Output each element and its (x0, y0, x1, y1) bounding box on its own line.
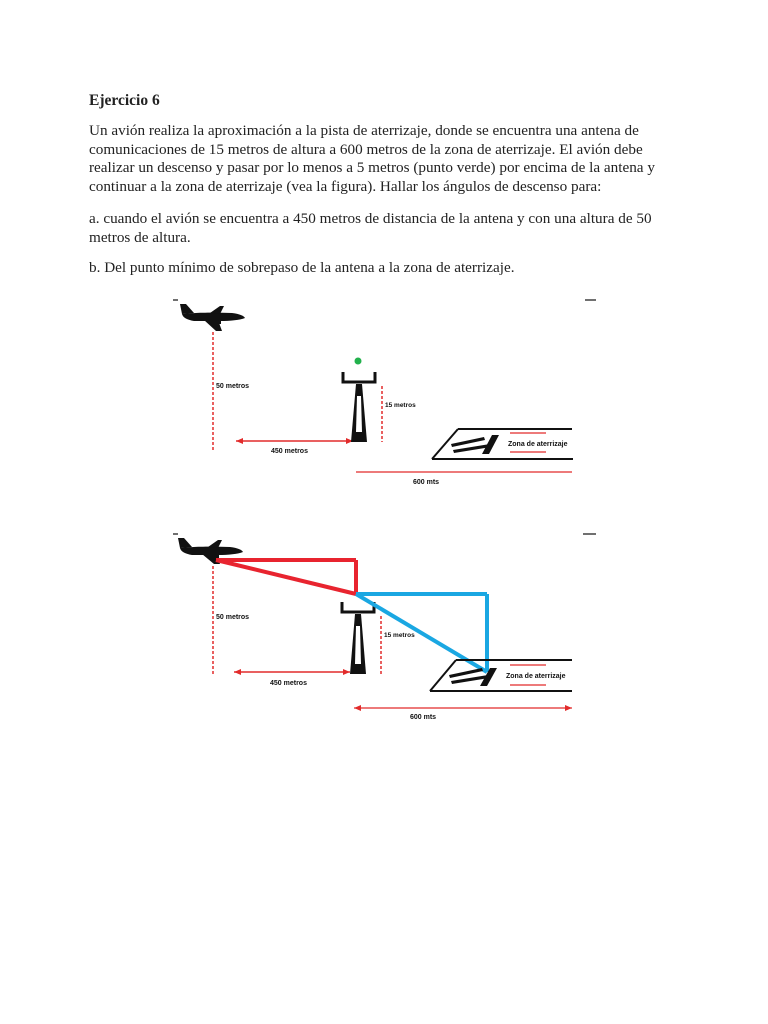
runway-label: Zona de aterrizaje (506, 673, 566, 680)
antenna-height-label: 15 metros (384, 632, 415, 639)
arrowhead (234, 669, 241, 675)
distance-plane-label: 450 metros (270, 680, 307, 687)
runway-distance-label: 600 mts (410, 714, 437, 721)
part-a-text: a. cuando el avión se encuentra a 450 metros de distancia de la antena y con una altura de 50 metros de altura. (89, 210, 652, 246)
part-b-text: b. Del punto mínimo de sobrepaso de la antena a la zona de aterrizaje. (89, 259, 515, 276)
distance-plane-label: 450 metros (271, 448, 308, 455)
approach-diagram (170, 292, 600, 500)
altitude-label: 50 metros (216, 614, 250, 621)
runway-distance-label: 600 mts (413, 479, 440, 486)
antenna-tower (342, 602, 374, 674)
antenna-height-label: 15 metros (385, 402, 416, 409)
arrowhead (236, 438, 243, 444)
arrowhead (343, 669, 350, 675)
antenna-tower (343, 372, 375, 442)
arrowhead (565, 705, 572, 711)
altitude-label: 50 metros (216, 383, 250, 390)
descent-solution-diagram (170, 524, 600, 724)
arrowhead (354, 705, 361, 711)
problem-statement: Un avión realiza la aproximación a la pista de aterrizaje, donde se encuentra una antena de comunicaciones de 15 metros de altura a 600 metros de la zona de aterrizaje. El avión debe realizar un descenso y pasar por lo menos a 5 metros (punto verde) por encima de la antena y continuar a la zona de aterrizaje (vea la figura). Hallar los ángulos de descenso para: (89, 122, 655, 195)
exercise-title: Ejercicio 6 (89, 92, 160, 109)
airplane-icon (180, 304, 245, 331)
clearance-point (355, 358, 362, 365)
descent-path-a (216, 560, 356, 594)
runway-label: Zona de aterrizaje (508, 441, 568, 448)
